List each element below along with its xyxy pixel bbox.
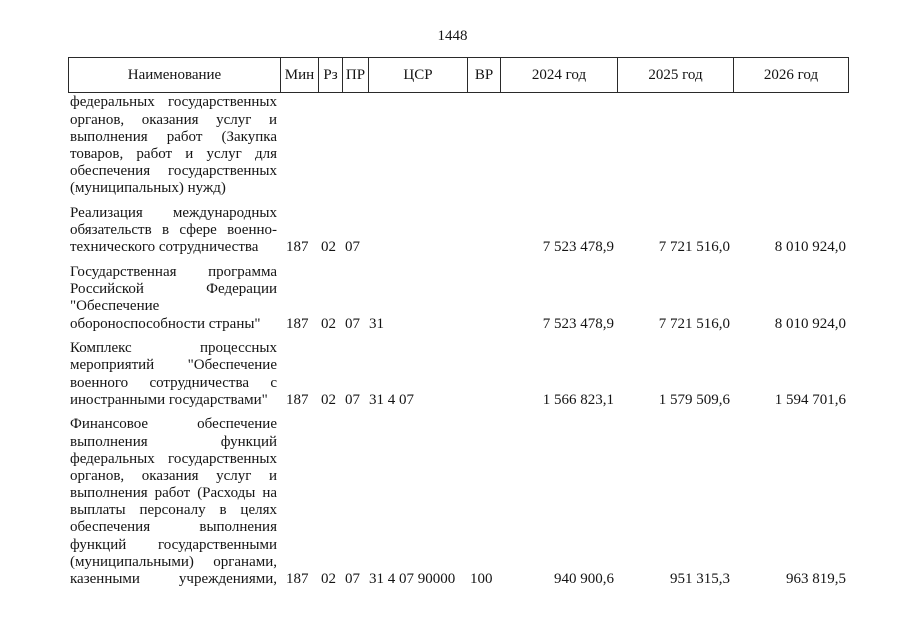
row-name-line: обязательств в сфере военно-: [70, 222, 277, 239]
cell-vr: 100: [470, 571, 493, 587]
row-name-line: (муниципальных) нужд): [70, 180, 226, 197]
col-header-pr: ПР: [342, 58, 368, 92]
row-name: [68, 416, 280, 588]
cell-2026: 8 010 924,0: [774, 315, 846, 332]
row-name-line: выполнения функций: [70, 433, 277, 450]
row-name-line: обеспечения государственных: [70, 163, 277, 180]
row-name: [68, 94, 280, 197]
row-name-line: выполнения работ (Расходы на: [70, 485, 277, 502]
row-name: [68, 340, 280, 409]
row-name-line: федеральных государственных: [70, 450, 277, 467]
cell-2025: 1 579 509,6: [658, 391, 730, 408]
row-name-line: "Обеспечение: [70, 298, 160, 315]
cell-pr: 07: [345, 315, 360, 332]
row-name-line: технического сотрудничества: [70, 239, 259, 256]
cell-2026: 1 594 701,6: [774, 391, 846, 408]
cell-csr: 31 4 07: [369, 391, 414, 408]
col-header-2026: 2026 год: [733, 58, 848, 92]
col-header-min: Мин: [280, 58, 318, 92]
table-row: [68, 340, 849, 409]
cell-2025: 7 721 516,0: [658, 239, 730, 256]
row-name-line: Российской Федерации: [70, 281, 277, 298]
row-name-line: органов, оказания услуг и: [70, 467, 277, 484]
col-header-csr: ЦСР: [368, 58, 467, 92]
row-name-line: (муниципальными) органами,: [70, 553, 277, 570]
cell-2024: 1 566 823,1: [542, 391, 614, 408]
row-name: [68, 205, 280, 257]
row-name-line: органов, оказания услуг и: [70, 111, 277, 128]
cell-pr: 07: [345, 239, 360, 256]
row-name-line: функций государственными: [70, 536, 277, 553]
cell-csr: 31: [369, 315, 384, 332]
table-row: [68, 94, 849, 197]
table-header: [68, 57, 849, 93]
row-name-line: Реализация международных: [70, 204, 277, 221]
col-header-2025: 2025 год: [617, 58, 733, 92]
cell-rz: 02: [321, 239, 336, 256]
col-header-vr: ВР: [467, 58, 500, 92]
row-name: [68, 264, 280, 333]
cell-pr: 07: [345, 391, 360, 408]
row-name-line: товаров, работ и услуг для: [70, 145, 277, 162]
table-row: [68, 416, 849, 588]
row-name-line: Государственная программа: [70, 263, 277, 280]
cell-min: 187: [286, 239, 309, 256]
cell-2025: 7 721 516,0: [658, 315, 730, 332]
row-name-line: военного сотрудничества с: [70, 374, 277, 391]
row-name-line: федеральных государственных: [70, 94, 277, 111]
col-header-name: Наименование: [127, 66, 222, 83]
cell-rz: 02: [321, 315, 336, 332]
col-header-2024: 2024 год: [500, 58, 617, 92]
col-header-rz: Рз: [318, 58, 342, 92]
cell-2025: 951 315,3: [670, 571, 730, 587]
cell-min: 187: [286, 391, 309, 408]
row-name-line: Комплекс процессных: [70, 340, 277, 357]
cell-2026: 8 010 924,0: [774, 239, 846, 256]
cell-2024: 7 523 478,9: [542, 315, 614, 332]
row-name-line: казенными учреждениями,: [70, 571, 277, 588]
table-row: [68, 264, 849, 333]
row-name-line: иностранными государствами": [70, 391, 268, 408]
cell-2024: 7 523 478,9: [542, 239, 614, 256]
row-name-line: мероприятий "Обеспечение: [70, 357, 277, 374]
page-number: 1448: [437, 28, 468, 44]
cell-rz: 02: [321, 571, 336, 587]
row-name-line: выплаты персоналу в целях: [70, 502, 277, 519]
cell-pr: 07: [345, 571, 360, 587]
cell-csr: 31 4 07 90000: [369, 571, 456, 587]
table-row: [68, 205, 849, 257]
table-body: [68, 94, 849, 588]
cell-rz: 02: [321, 391, 336, 408]
cell-min: 187: [286, 315, 309, 332]
row-name-line: Финансовое обеспечение: [70, 416, 277, 433]
cell-min: 187: [286, 571, 309, 587]
row-name-line: выполнения работ (Закупка: [70, 128, 277, 145]
cell-2026: 963 819,5: [786, 571, 846, 587]
row-name-line: обороноспособности страны": [70, 315, 261, 332]
row-name-line: обеспечения выполнения: [70, 519, 277, 536]
cell-2024: 940 900,6: [554, 571, 614, 587]
